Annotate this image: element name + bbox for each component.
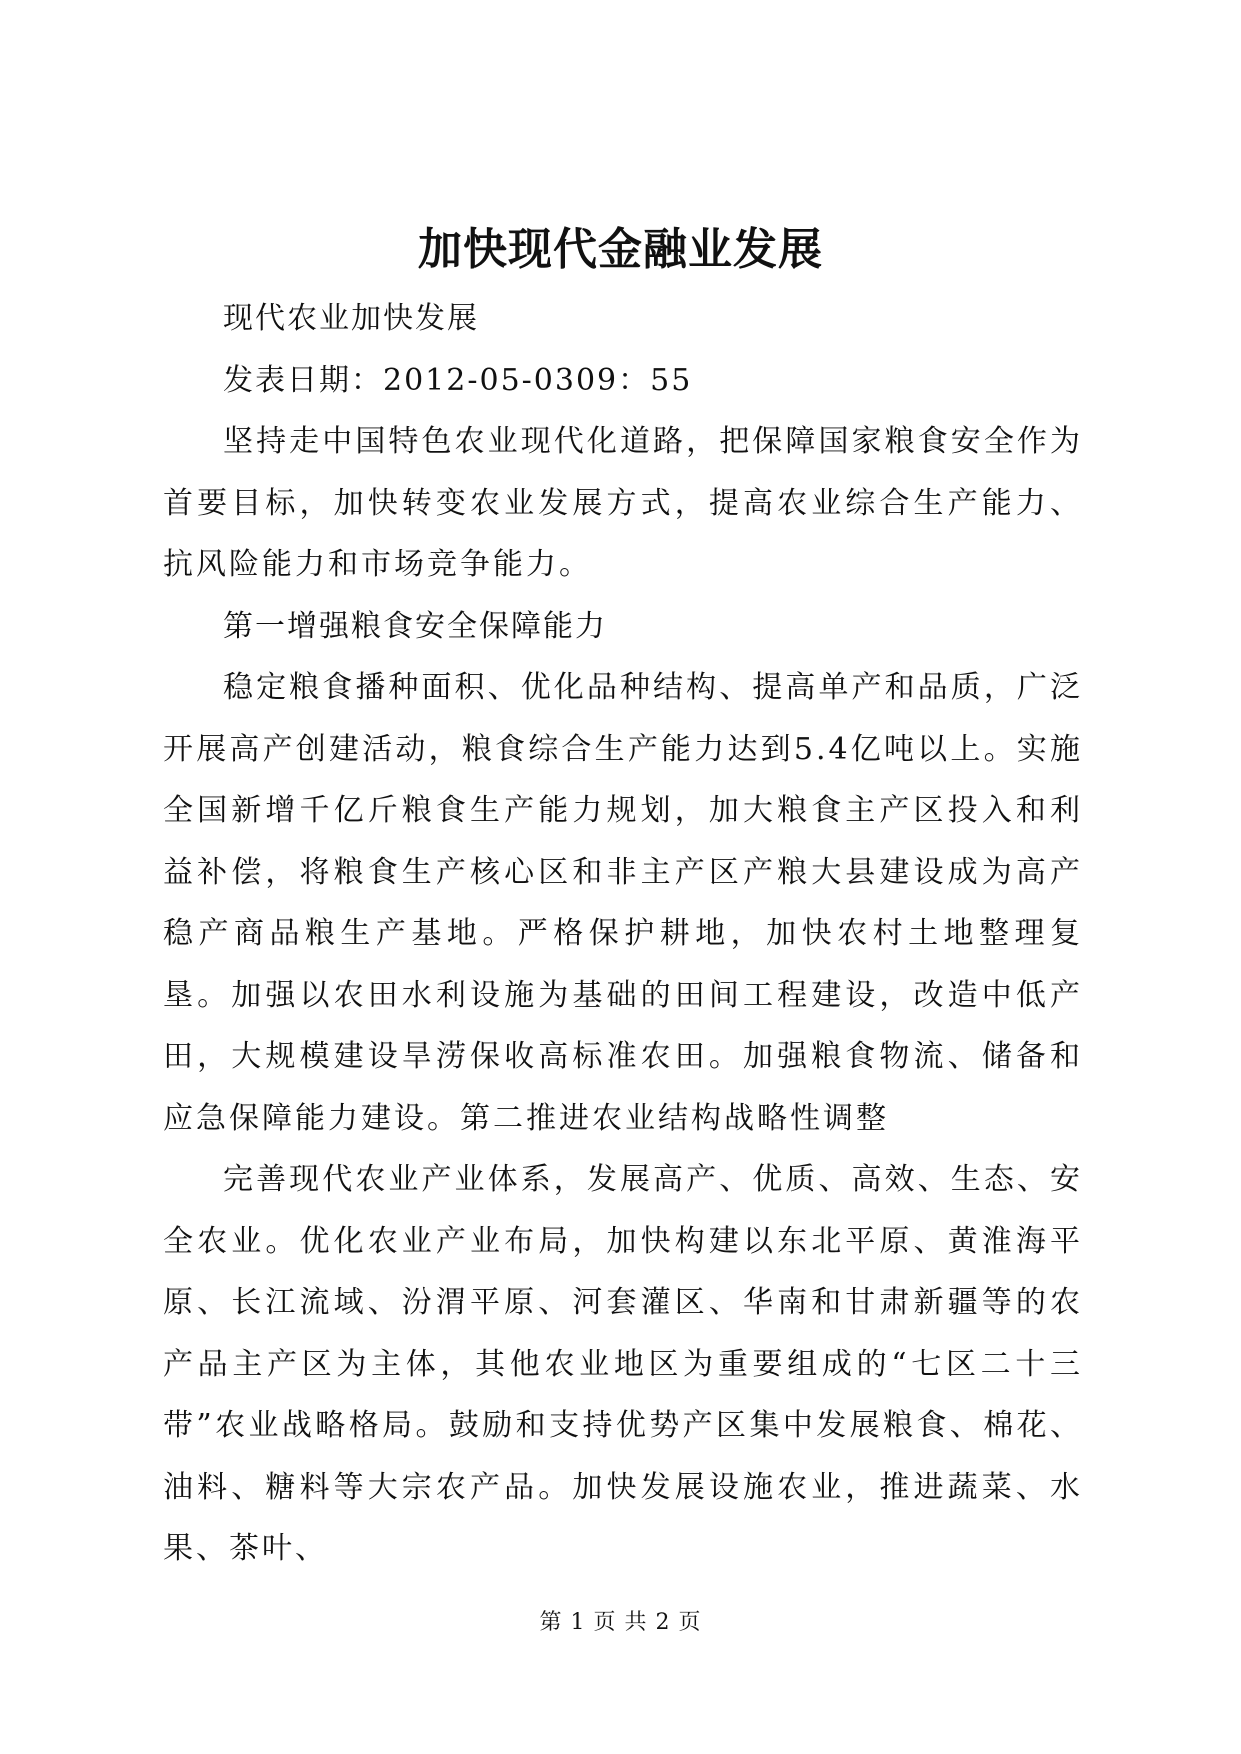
paragraph-grain-security: 稳定粮食播种面积、优化品种结构、提高单产和品质，广泛开展高产创建活动，粮食综合生产能力达到5.4亿吨以上。实施全国新增千亿斤粮食生产能力规划，加大粮食主产区投入和利益补偿，将粮食生产核心区和非主产区产粮大县建设成为高产稳产商品粮生产基地。严格保护耕地，加快农村土地整理复垦。加强以农田水利设施为基础的田间工程建设，改造中低产田，大规模建设旱涝保收高标准农田。加强粮食物流、储备和应急保障能力建设。第二推进农业结构战略性调整 (163, 670, 1083, 1136)
paragraph-agri-structure: 完善现代农业产业体系，发展高产、优质、高效、生态、安全农业。优化农业产业布局，加快构建以东北平原、黄淮海平原、长江流域、汾渭平原、河套灌区、华南和甘肃新疆等的农产品主产区为主体，其他农业地区为重要组成的“七区二十三带”农业战略格局。鼓励和支持优势产区集中发展粮食、棉花、油料、糖料等大宗农产品。加快发展设施农业，推进蔬菜、水果、茶叶、 (163, 1162, 1083, 1566)
paragraph-subtitle: 现代农业加快发展 (223, 301, 479, 336)
paragraph-intro: 坚持走中国特色农业现代化道路，把保障国家粮食安全作为首要目标，加快转变农业发展方式，提高农业综合生产能力、抗风险能力和市场竞争能力。 (163, 424, 1083, 582)
document-body (163, 288, 1083, 1580)
document-title: 加快现代金融业发展 (418, 224, 823, 275)
page-footer: 第 1 页 共 2 页 (539, 1610, 702, 1635)
paragraph-heading-first: 第一增强粮食安全保障能力 (223, 608, 607, 644)
paragraph-publish-date: 发表日期：2012-05-0309：55 (223, 362, 693, 398)
